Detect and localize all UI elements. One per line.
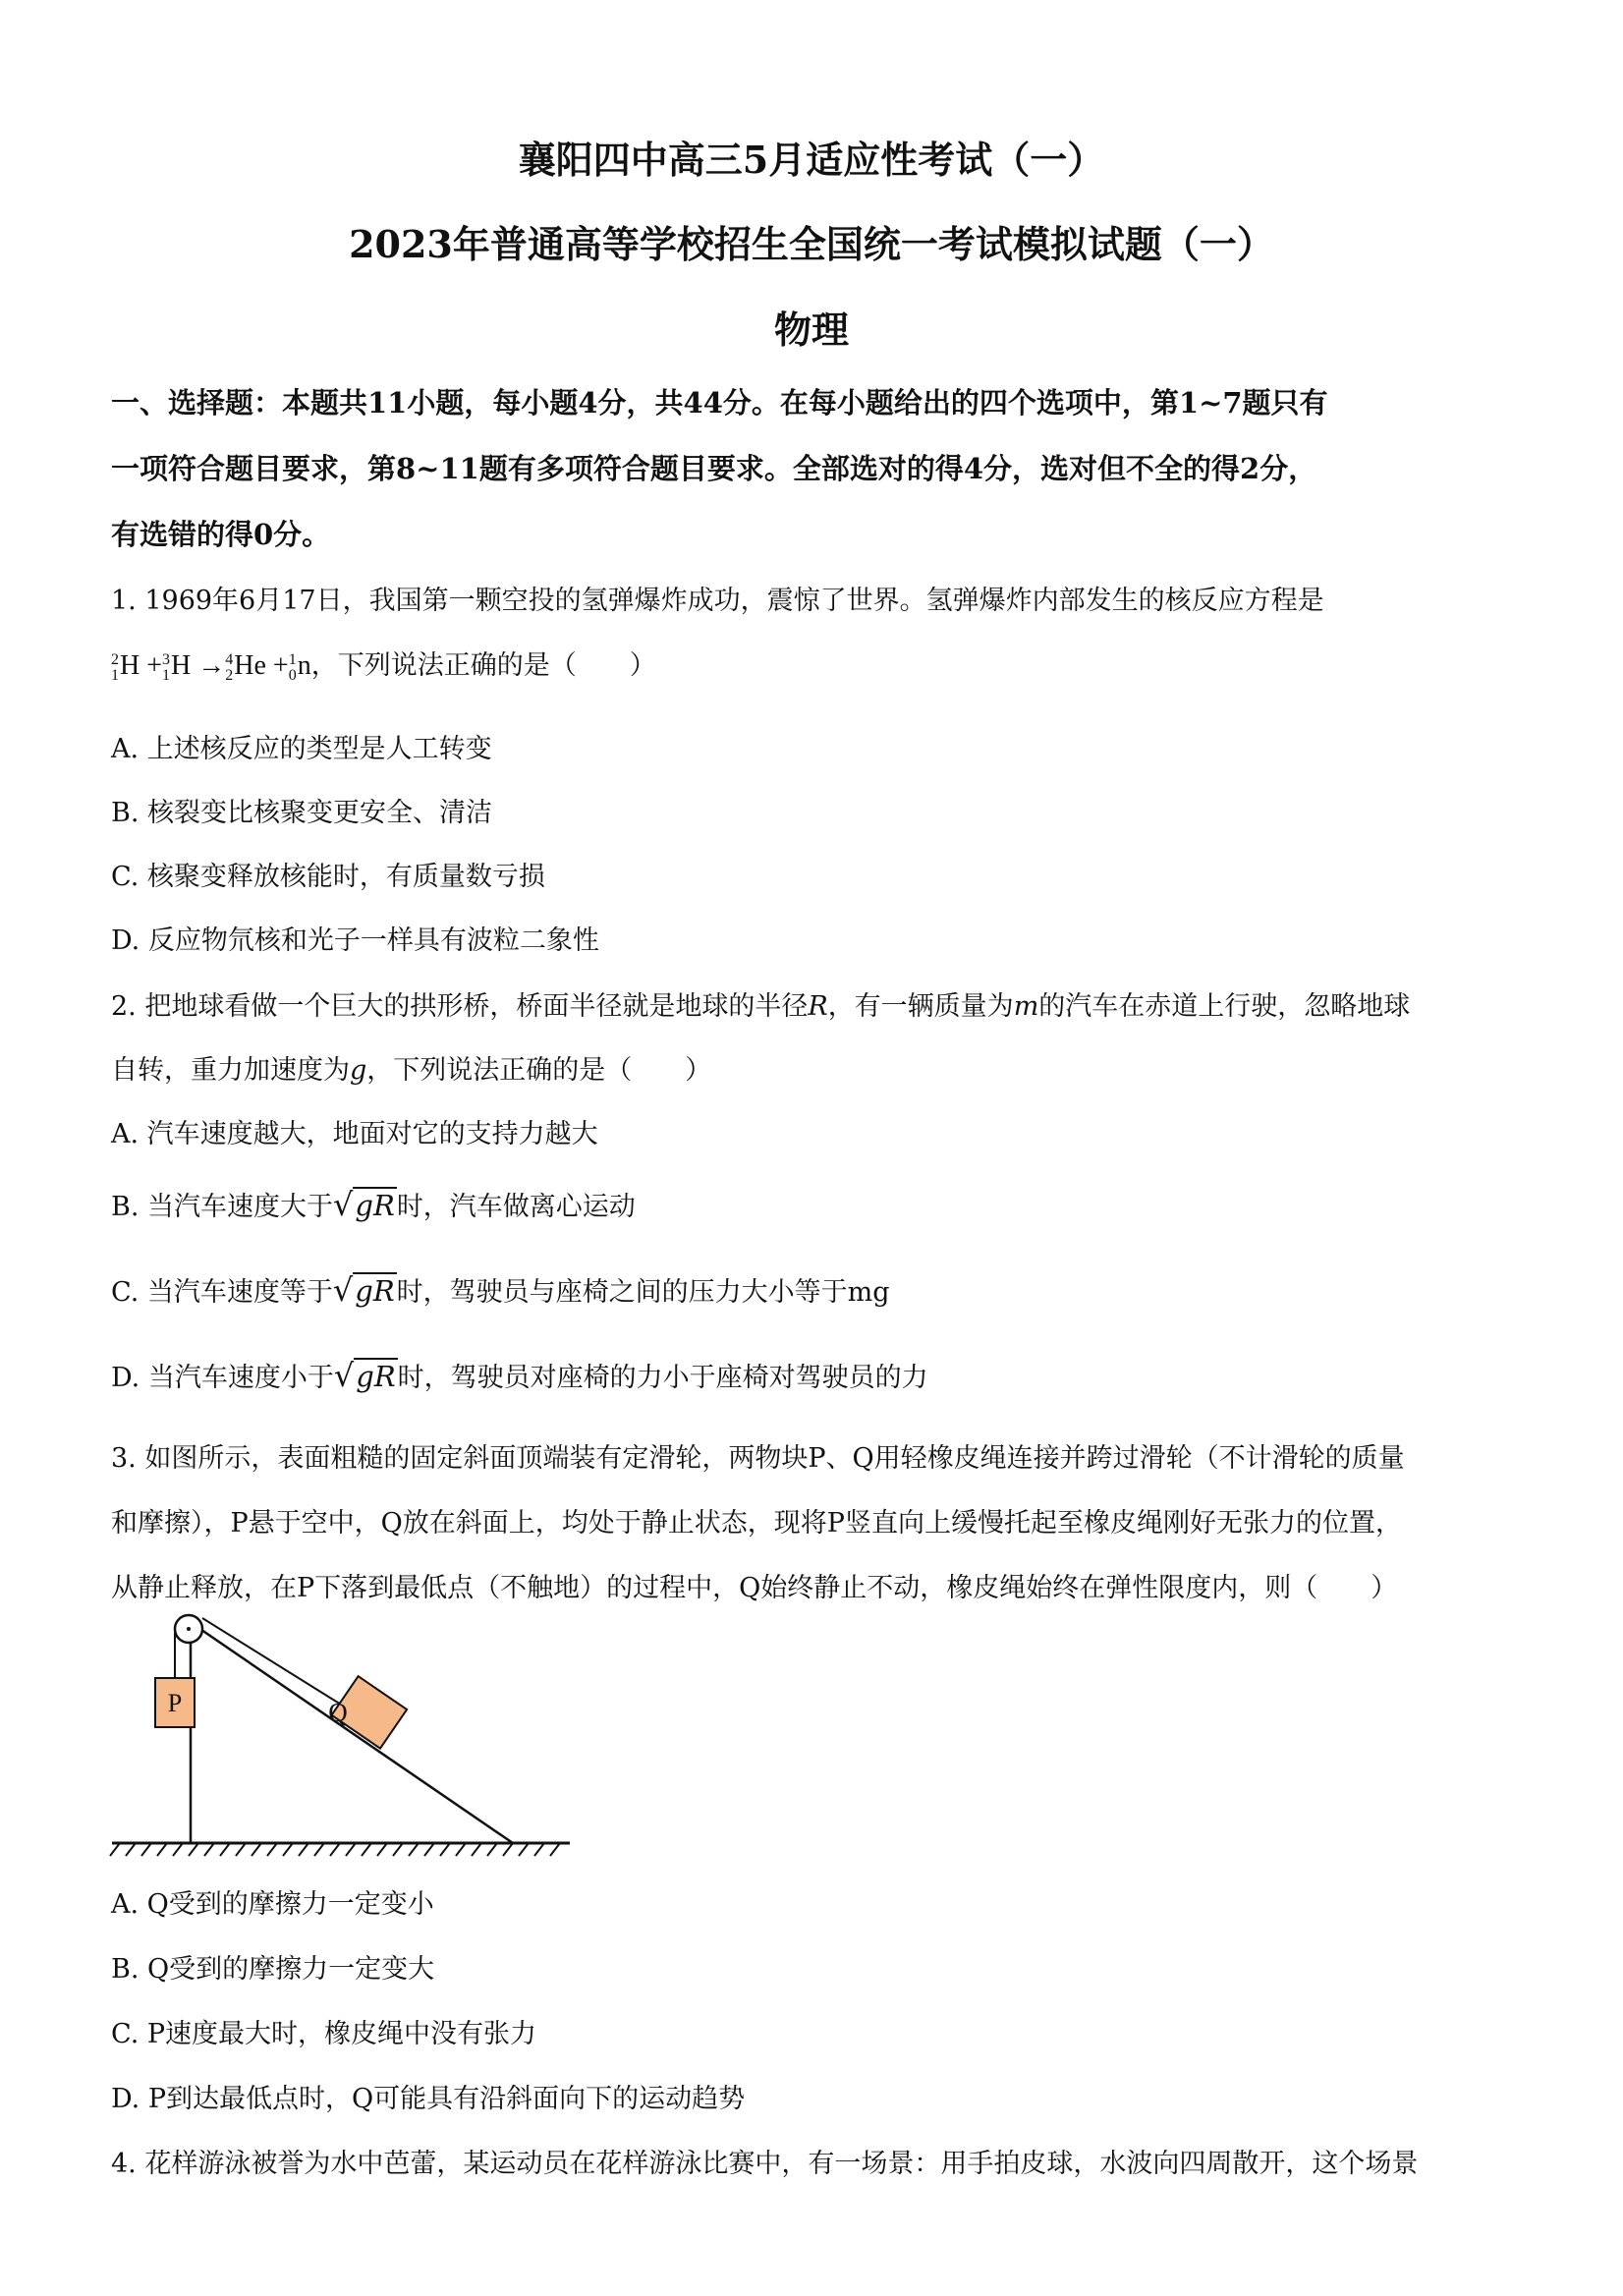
option-text: 时，驾驶员与座椅之间的压力大小等于mg — [396, 1277, 890, 1308]
isotope-symbol: H — [120, 650, 140, 681]
var-g: g — [350, 1055, 367, 1086]
q1-equation-line — [111, 644, 656, 684]
q2-option-c[interactable] — [111, 1270, 890, 1309]
section-instructions-line2: 一项符合题目要求，第8~11题有多项符合题目要求。全部选对的得4分，选对但不全的得2分， — [111, 452, 1317, 485]
var-r: R — [808, 991, 828, 1022]
sqrt-sign: √ — [333, 1357, 355, 1394]
q1-option-d[interactable]: D. 反应物氘核和光子一样具有波粒二象性 — [111, 925, 599, 956]
q3-option-c[interactable]: C. P速度最大时，橡皮绳中没有张力 — [111, 2019, 537, 2049]
exam-school-title: 襄阳四中高三5月适应性考试（一） — [518, 138, 1105, 182]
option-text: 时，驾驶员对座椅的力小于座椅对驾驶员的力 — [397, 1363, 928, 1393]
block-q-label: Q — [328, 1698, 348, 1727]
sqrt-gr — [332, 1271, 397, 1309]
pulley-axle — [187, 1627, 191, 1631]
nuclear-equation — [111, 650, 311, 684]
block-p-label: P — [167, 1689, 183, 1717]
q3-incline-figure — [106, 1611, 578, 1859]
q4-stem-line1: 4. 花样游泳被誉为水中芭蕾，某运动员在花样游泳比赛中，有一场景：用手拍皮球，水波向四周散开，这个场景 — [111, 2149, 1419, 2179]
q1-option-c[interactable]: C. 核聚变释放核能时，有质量数亏损 — [111, 862, 545, 892]
isotope-mass: 1 — [288, 650, 297, 668]
var-m: m — [1013, 991, 1039, 1022]
plus-sign: + — [272, 650, 289, 681]
q2-text: ，有一辆质量为 — [827, 991, 1014, 1022]
option-text: 时，汽车做离心运动 — [396, 1192, 636, 1222]
q3-option-a[interactable]: A. Q受到的摩擦力一定变小 — [111, 1889, 434, 1920]
q3-option-b[interactable]: B. Q受到的摩擦力一定变大 — [111, 1954, 435, 1985]
q1-option-a[interactable]: A. 上述核反应的类型是人工转变 — [111, 734, 492, 764]
isotope-mass: 3 — [162, 650, 171, 668]
sqrt-arg: gR — [356, 1360, 396, 1393]
option-text: B. 当汽车速度大于 — [111, 1192, 334, 1222]
isotope-z: 1 — [111, 666, 119, 684]
reaction-arrow: → — [197, 650, 226, 681]
q2-text: 的汽车在赤道上行驶，忽略地球 — [1038, 991, 1411, 1022]
q3-option-d[interactable]: D. P到达最低点时，Q可能具有沿斜面向下的运动趋势 — [111, 2084, 746, 2114]
ground-hatch — [110, 1843, 560, 1856]
q2-option-a[interactable]: A. 汽车速度越大，地面对它的支持力越大 — [111, 1119, 598, 1149]
q3-stem-line3: 从静止释放，在P下落到最低点（不触地）的过程中，Q始终静止不动，橡皮绳始终在弹性限度内，则（ ） — [111, 1573, 1398, 1603]
q3-stem-line1: 3. 如图所示，表面粗糙的固定斜面顶端装有定滑轮，两物块P、Q用轻橡皮绳连接并跨过滑轮（不计滑轮的质量 — [111, 1443, 1405, 1474]
section-instructions-line1: 一、选择题：本题共11小题，每小题4分，共44分。在每小题给出的四个选项中，第1~7题只有 — [111, 386, 1328, 420]
q2-text: 自转，重力加速度为 — [111, 1055, 350, 1086]
sqrt-arg: gR — [355, 1189, 395, 1222]
sqrt-sign: √ — [333, 1186, 354, 1223]
isotope-mass: 4 — [225, 650, 234, 668]
isotope-symbol: He — [234, 650, 266, 681]
q2-option-d[interactable] — [111, 1356, 928, 1394]
q2-stem-line2 — [111, 1048, 711, 1087]
sqrt-sign: √ — [332, 1271, 354, 1309]
incline-surface — [189, 1621, 513, 1843]
isotope-z: 0 — [288, 666, 297, 684]
q1-option-b[interactable]: B. 核裂变比核聚变更安全、清洁 — [111, 798, 493, 828]
q2-text: 2. 把地球看做一个巨大的拱形桥，桥面半径就是地球的半径 — [111, 991, 809, 1022]
sqrt-arg: gR — [355, 1274, 395, 1308]
isotope-symbol: n — [297, 650, 311, 681]
option-text: C. 当汽车速度等于 — [111, 1277, 333, 1308]
exam-main-title: 2023年普通高等学校招生全国统一考试模拟试题（一） — [349, 222, 1274, 266]
q2-option-b[interactable] — [111, 1185, 636, 1223]
q2-stem-line1 — [111, 984, 1410, 1023]
q3-stem-line2: 和摩擦），P悬于空中，Q放在斜面上，均处于静止状态，现将P竖直向上缓慢托起至橡皮绳刚好无张力的位置， — [111, 1508, 1402, 1539]
isotope-z: 2 — [225, 666, 234, 684]
section-instructions-line3: 有选错的得0分。 — [111, 518, 331, 551]
q1-stem: 1. 1969年6月17日，我国第一颗空投的氢弹爆炸成功，震惊了世界。氢弹爆炸内部发生的核反应方程是 — [111, 586, 1324, 616]
q2-text: ，下列说法正确的是（ ） — [366, 1055, 712, 1086]
subject-title: 物理 — [773, 308, 849, 352]
q1-stem-tail: ，下列说法正确的是（ ） — [310, 650, 656, 681]
isotope-symbol: H — [171, 650, 192, 681]
plus-sign: + — [146, 650, 163, 681]
sqrt-gr — [333, 1186, 397, 1223]
isotope-mass: 2 — [111, 650, 119, 668]
sqrt-gr — [333, 1357, 398, 1394]
option-text: D. 当汽车速度小于 — [111, 1363, 334, 1393]
isotope-z: 1 — [162, 666, 171, 684]
